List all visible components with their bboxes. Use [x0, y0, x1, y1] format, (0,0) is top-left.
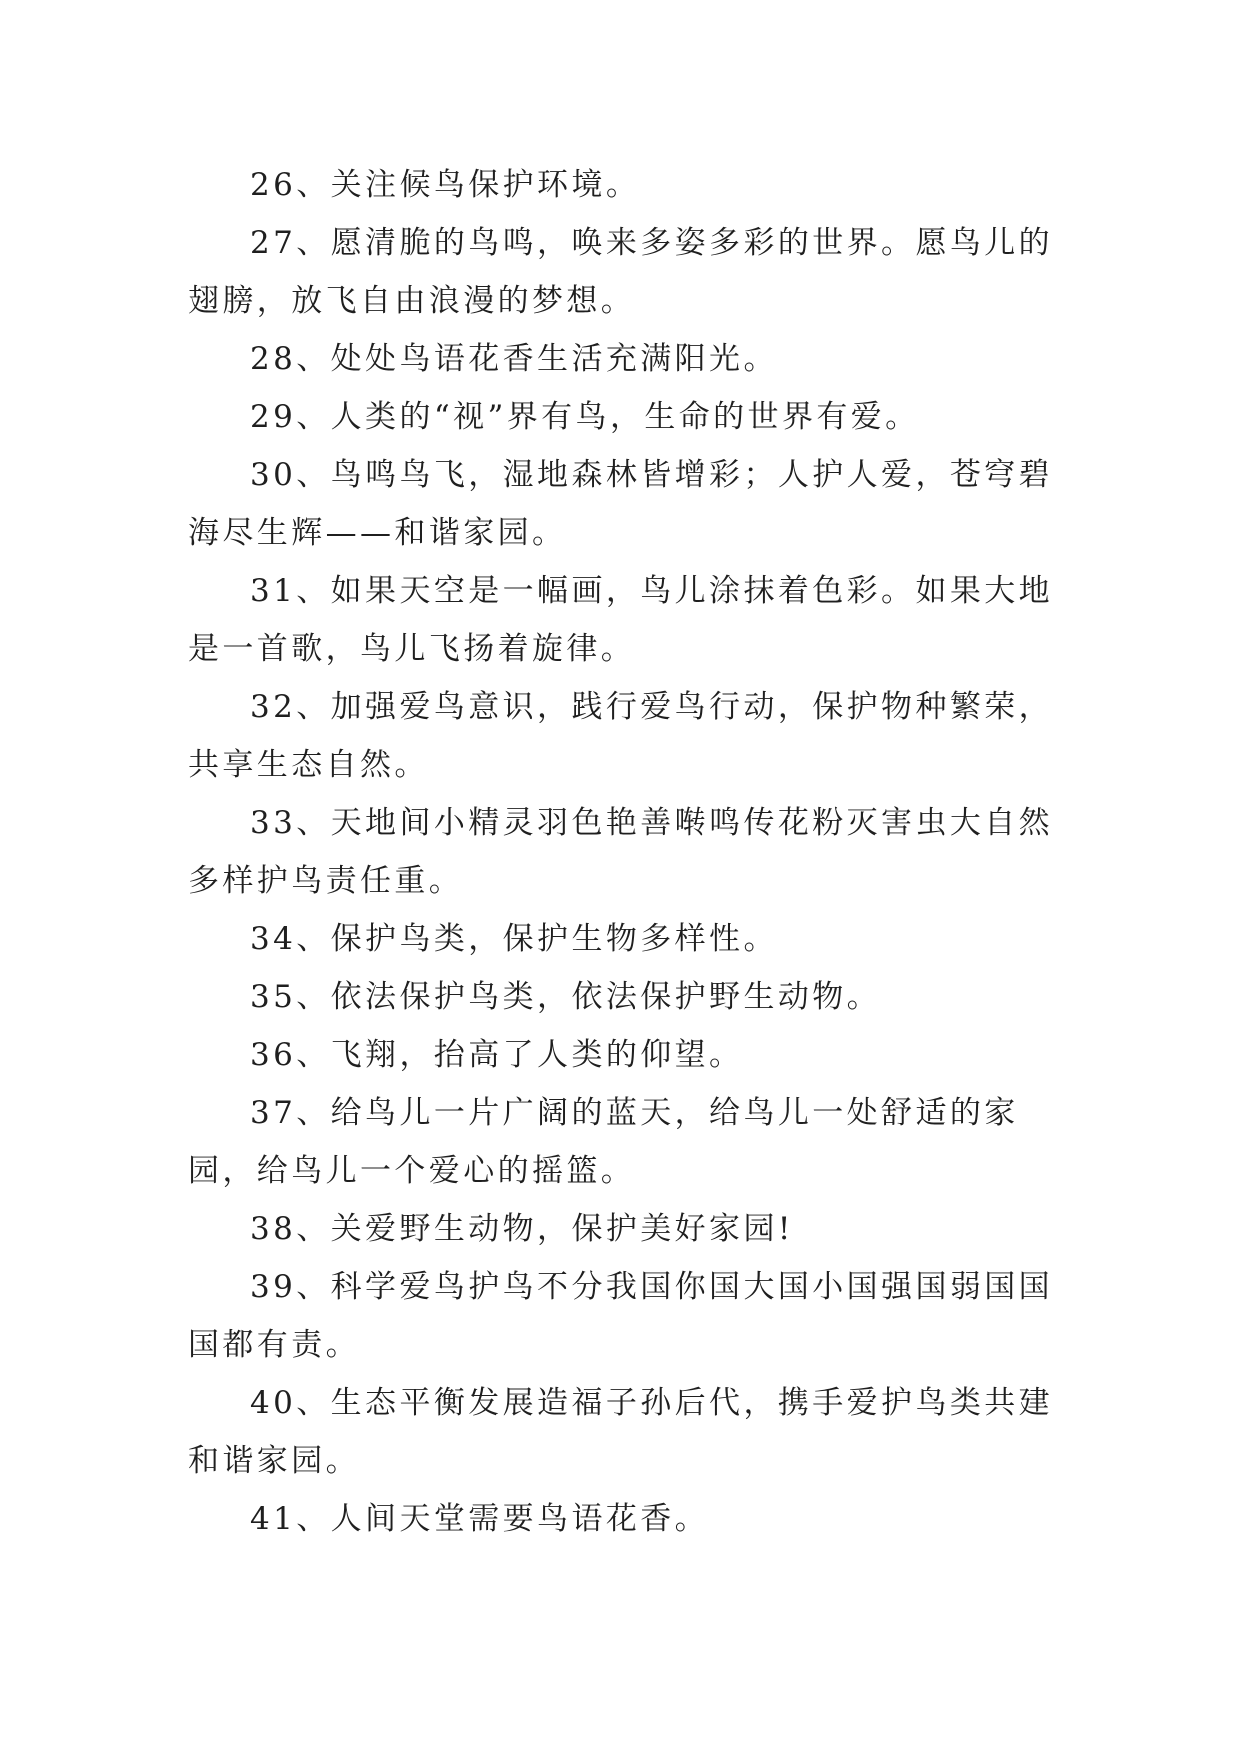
- paragraph-26: 26、关注候鸟保护环境。: [250, 167, 641, 203]
- paragraph-31: 31、如果天空是一幅画，鸟儿涂抹着色彩。如果大地是一首歌，鸟儿飞扬着旋律。: [188, 573, 1054, 667]
- paragraph-34: 34、保护鸟类，保护生物多样性。: [250, 921, 778, 957]
- paragraph-29: 29、人类的“视”界有鸟，生命的世界有爱。: [250, 399, 920, 435]
- paragraph-32: 32、加强爱鸟意识，践行爱鸟行动，保护物种繁荣，共享生态自然。: [188, 689, 1054, 783]
- paragraph-38: 38、关爱野生动物，保护美好家园!: [250, 1211, 794, 1247]
- paragraph-36: 36、飞翔，抬高了人类的仰望。: [250, 1037, 744, 1073]
- paragraph-41: 41、人间天堂需要鸟语花香。: [250, 1501, 710, 1537]
- document-body: [188, 156, 1066, 1548]
- paragraph-37: 37、给鸟儿一片广阔的蓝天，给鸟儿一处舒适的家园，给鸟儿一个爱心的摇篮。: [188, 1095, 1019, 1189]
- paragraph-27: 27、愿清脆的鸟鸣，唤来多姿多彩的世界。愿鸟儿的翅膀，放飞自由浪漫的梦想。: [188, 225, 1054, 319]
- paragraph-39: 39、科学爱鸟护鸟不分我国你国大国小国强国弱国国国都有责。: [188, 1269, 1054, 1363]
- paragraph-28: 28、处处鸟语花香生活充满阳光。: [250, 341, 778, 377]
- paragraph-35: 35、依法保护鸟类，依法保护野生动物。: [250, 979, 882, 1015]
- paragraph-40: 40、生态平衡发展造福子孙后代，携手爱护鸟类共建和谐家园。: [188, 1385, 1054, 1479]
- paragraph-30: 30、鸟鸣鸟飞，湿地森林皆增彩；人护人爱，苍穹碧海尽生辉——和谐家园。: [188, 457, 1054, 551]
- paragraph-33: 33、天地间小精灵羽色艳善啭鸣传花粉灭害虫大自然多样护鸟责任重。: [188, 805, 1054, 899]
